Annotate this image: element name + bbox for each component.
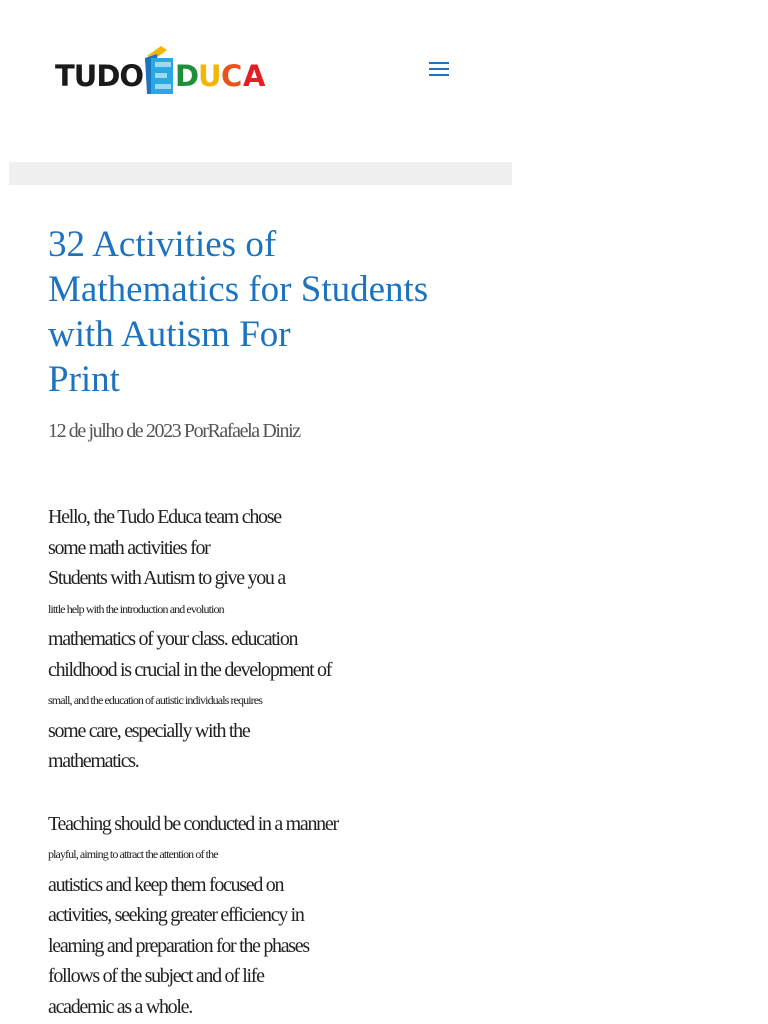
article bbox=[48, 222, 468, 1022]
paragraph-line: follows of the subject and of life bbox=[48, 965, 264, 987]
paragraph-line: activities, seeking greater efficiency in bbox=[48, 904, 304, 926]
paragraph-line: small, and the education of autistic individuals requires bbox=[48, 693, 262, 707]
menu-toggle-button[interactable] bbox=[426, 56, 452, 82]
logo-letter-d: D bbox=[175, 59, 200, 93]
paragraph-line: childhood is crucial in the development of bbox=[48, 658, 332, 681]
header-divider-band bbox=[9, 162, 512, 185]
post-date[interactable]: 12 de julho de 2023 bbox=[48, 420, 181, 442]
paragraph-line: autistics and keep them focused on bbox=[48, 873, 284, 896]
site-header bbox=[9, 0, 512, 162]
paragraph-line: some math activities for bbox=[48, 536, 210, 559]
site-logo[interactable] bbox=[55, 44, 275, 96]
hamburger-menu-icon bbox=[429, 61, 449, 77]
title-line: Print bbox=[48, 359, 120, 400]
title-line: 32 Activities of bbox=[48, 224, 277, 265]
article-paragraph bbox=[48, 502, 468, 777]
post-author[interactable]: Rafaela Diniz bbox=[207, 420, 300, 442]
post-meta bbox=[48, 418, 468, 444]
paragraph-line: Students with Autism to give you a bbox=[48, 567, 285, 589]
paragraph-line: playful, aiming to attract the attention of the bbox=[48, 847, 218, 861]
logo-letter-c: C bbox=[221, 59, 243, 93]
paragraph-line: little help with the introduction and evolution bbox=[48, 601, 224, 616]
tudo-educa-logo-icon bbox=[55, 44, 275, 96]
post-by-label: Por bbox=[183, 420, 208, 442]
paragraph-line: mathematics of your class. education bbox=[48, 628, 298, 650]
paragraph-line: Teaching should be conducted in a manner bbox=[48, 812, 338, 835]
article-body bbox=[48, 502, 468, 1022]
page-title bbox=[48, 222, 448, 402]
title-line: Mathematics for Students bbox=[48, 269, 429, 310]
paragraph-line: academic as a whole. bbox=[48, 995, 192, 1018]
logo-letter-a: A bbox=[243, 59, 266, 93]
logo-letter-u: U bbox=[198, 59, 222, 93]
paragraph-line: mathematics. bbox=[48, 750, 139, 772]
logo-text-tudo: TUDO bbox=[55, 59, 144, 93]
title-line: with Autism For bbox=[48, 314, 291, 355]
logo-book-e-icon bbox=[145, 46, 173, 94]
article-paragraph bbox=[48, 809, 468, 1023]
paragraph-line: learning and preparation for the phases bbox=[48, 934, 309, 957]
paragraph-line: Hello, the Tudo Educa team chose bbox=[48, 506, 281, 528]
paragraph-line: some care, especially with the bbox=[48, 719, 250, 742]
